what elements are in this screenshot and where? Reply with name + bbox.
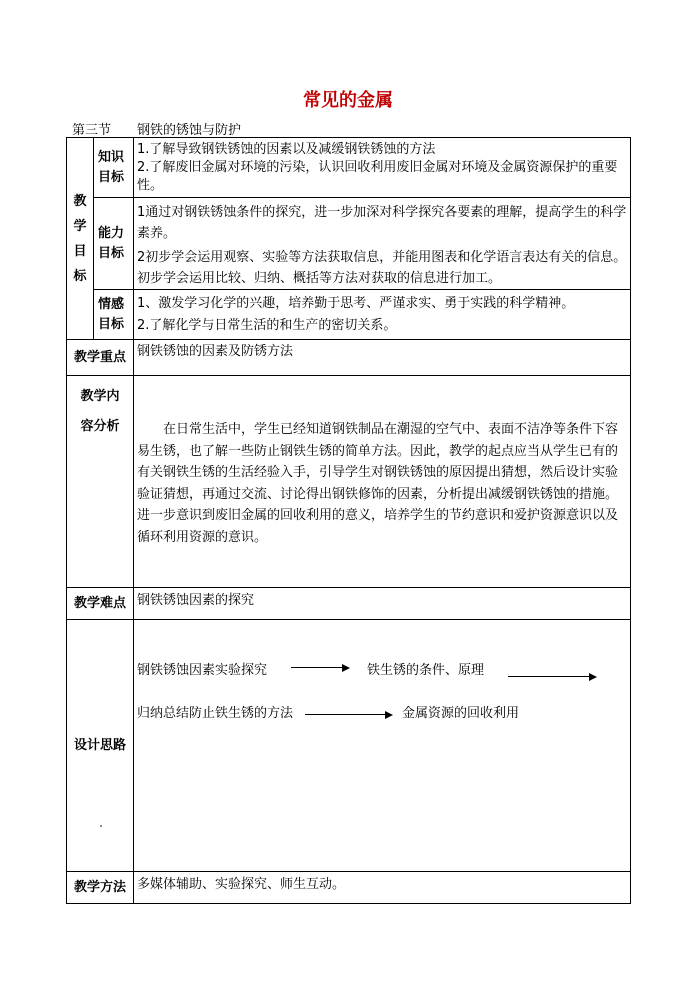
knowledge-objective-label: 知识 目标: [94, 138, 134, 198]
ability-objective-label: 能力 目标: [94, 198, 134, 290]
ability-objective-text: 1通过对钢铁锈蚀条件的探究，进一步加深对科学探究各要素的理解，提高学生的科学素养。 2初步学会运用观察、实验等方法获取信息，并能用图表和化学语言表达有关的信息。初步学会运用比较、归纳、概括等方法对获取的信息进行加工。: [134, 198, 631, 290]
arrow-2-icon: [589, 673, 597, 681]
difficulty-text: 钢铁锈蚀因素的探究: [134, 588, 631, 620]
design-flow: [134, 620, 631, 872]
methods-label: 教学方法: [67, 872, 134, 904]
arrow-1-icon: [342, 664, 350, 672]
knowledge-objective-row: [67, 138, 631, 198]
knowledge-objective-text: 1.了解导致钢铁锈蚀的因素以及减缓钢铁锈蚀的方法 2.了解废旧金属对环境的污染，认识回收利用废旧金属对环境及金属资源保护的重要性。: [134, 138, 631, 198]
document-title: 常见的金属: [303, 90, 393, 111]
flow-step-2: 铁生锈的条件、原理: [367, 663, 485, 678]
flow-step-4: 金属资源的回收利用: [402, 706, 520, 721]
section-heading: [72, 119, 267, 138]
flow-step-1: 钢铁锈蚀因素实验探究: [137, 663, 268, 678]
ability-objective-row: [67, 198, 631, 290]
analysis-label: 教学内 容分析: [67, 376, 134, 588]
emotion-objective-text: 1、激发学习化学的兴趣，培养勤于思考、严谨求实、勇于实践的科学精神。 2.了解化学与日常生活的和生产的密切关系。: [134, 290, 631, 340]
design-row: [67, 620, 631, 872]
emotion-objective-label: 情感 目标: [94, 290, 134, 340]
flow-step-3: 归纳总结防止铁生锈的方法: [137, 706, 294, 721]
design-label: 设计思路: [67, 620, 134, 872]
section-name: 钢铁的锈蚀与防护: [137, 123, 242, 138]
lesson-plan-table: [66, 137, 631, 904]
analysis-text: 在日常生活中，学生已经知道钢铁制品在潮湿的空气中、表面不洁净等条件下容易生锈，也了解一些防止钢铁生锈的简单方法。因此，教学的起点应当从学生已有的有关钢铁生锈的生活经验入手，引导学生对钢铁锈蚀的原因提出猜想，然后设计实验验证猜想，再通过交流、讨论得出钢铁修饰的因素，分析提出减缓钢铁锈蚀的措施。进一步意识到废旧金属的回收利用的意义，培养学生的节约意识和爱护资源意识以及循环利用资源的意识。: [134, 376, 631, 588]
key-points-row: [67, 340, 631, 376]
section-number: 第三节: [72, 123, 112, 138]
difficulty-label: 教学难点: [67, 588, 134, 620]
arrow-line-1: [291, 667, 343, 668]
key-points-label: 教学重点: [67, 340, 134, 376]
methods-text: 多媒体辅助、实验探究、师生互动。: [134, 872, 631, 904]
methods-row: [67, 872, 631, 904]
key-points-text: 钢铁锈蚀的因素及防锈方法: [134, 340, 631, 376]
arrow-line-2: [508, 676, 590, 677]
analysis-row: [67, 376, 631, 588]
stray-mark: [100, 825, 102, 827]
arrow-line-3: [305, 714, 386, 715]
difficulty-row: [67, 588, 631, 620]
objectives-label: 教 学 目 标: [67, 138, 94, 340]
emotion-objective-row: [67, 290, 631, 340]
arrow-3-icon: [385, 711, 393, 719]
